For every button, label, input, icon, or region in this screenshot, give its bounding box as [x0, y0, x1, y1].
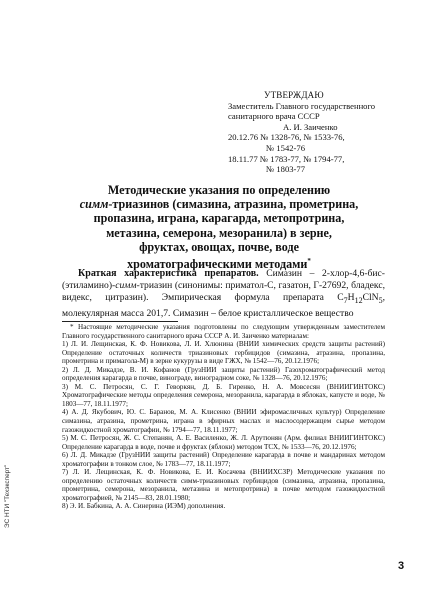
approval-ref-2: [228, 154, 418, 165]
footnote-item-6: 6) Л. Д. Микадзе (ГрузНИИ защиты растений) Определение карагарда в почве и мандаринах методом хроматографии в тонком слое, № 1783—77, 18.11.1977;: [62, 451, 385, 468]
formula-h: H: [347, 292, 355, 304]
footnote-intro: * Настоящие методические указания подготовлены по следующим утвержденным заместителем Главного государственного санитарного врача СССР А. И. Заиченко материалам:: [62, 323, 385, 340]
formula-cln: ClN: [362, 292, 379, 304]
approval-block: [228, 90, 418, 175]
document-title: [60, 183, 378, 271]
approval-heading: УТВЕРЖДАЮ: [264, 90, 324, 100]
footnote-item-3: 3) М. С. Петросян, С. Г. Геворкян, Д. Б. Гиренко, Н. А. Мовсесян (ВНИИГИНТОКС) Хроматографические методы определения семерона, мезоранила, карагарда в яблоках, капусте и воде, № 1803—77, 18.11.1977;: [62, 382, 385, 408]
title-line-4: метазина, семерона, мезоранила) в зерне,: [106, 225, 332, 240]
intro-text-2: -триазин (синонимы: приматол-С, газатон, Г-27692, бладекс, видекс, цитразин). Эмпирическая формула препарата C: [62, 280, 385, 304]
title-line-6-text: хроматографическими методами: [127, 257, 308, 272]
formula-sub-n: 5: [378, 296, 383, 306]
approval-position-line2: санитарного врача СССР: [228, 111, 320, 122]
title-line-5: фруктах, овощах, почве, воде: [139, 239, 299, 254]
approval-date-1: 20.12.76: [228, 132, 259, 143]
approval-numbers-1a: № 1328-76, № 1533-76,: [260, 132, 345, 143]
approval-position-line1: Заместитель Главного государственного: [228, 100, 376, 111]
approval-numbers-2a: № 1783-77, № 1794-77,: [259, 153, 345, 164]
footnote-item-4: 4) А. Д. Якубович, Ю. С. Баранов, М. А. Клисенко (ВНИИ эфиромасличных культур) Определение симазина, атразина, прометрина, играна в эфирных маслах и маслосодержащем сырье методом газожидкостной хроматографии, № 1794—77, 18.11.1977;: [62, 408, 385, 434]
title-footnote-mark: *: [307, 257, 311, 266]
intro-text-1: Симазин – 2-хлор-4,6-бис-(этиламино)-: [62, 268, 385, 292]
footnote-item-2: 2) Л. Д. Микадзе, В. И. Кофанов (ГрузНИИ защиты растений) Газохроматографический метод определения карагарда в почве, винограде, виноградном соке, № 1328—76, 20.12.1976;: [62, 365, 385, 383]
title-line-2: [60, 197, 378, 211]
footnote-item-5: 5) М. С. Петросян, Ж. С. Степанян, А. Е. Василенко, Ж. Л. Арутюнян (Арм. филиал ВНИИГИНТОКС) Определение карагарда в воде, почве и фруктах (яблоки) методом ТСХ, № 1533—76, 20.12.1976;: [62, 434, 385, 451]
footnotes-block: [62, 323, 385, 511]
footnote-divider: [62, 321, 178, 322]
approval-date-2: 18.11.77: [228, 153, 258, 164]
page-number: 3: [398, 560, 405, 572]
intro-lead: Краткая характеристика препаратов.: [78, 268, 259, 279]
title-line-2-rest: -триазинов (симазина, атразина, прометрина,: [108, 197, 359, 212]
intro-text-3: , молекулярная масса 201,7. Симазин – белое кристаллическое вещество: [62, 292, 385, 319]
formula-sub-c: 7: [343, 296, 348, 306]
approval-ref-1: [228, 132, 418, 143]
intro-italic-simm: симм: [115, 280, 137, 292]
title-italic-simm: симм: [79, 197, 109, 212]
approval-numbers-1b: № 1542-76: [266, 142, 305, 153]
footnote-item-1: 1) Л. И. Лещинская, К. Ф. Новикова, Л. И. Хлюнина (ВНИИ химических средств защиты растений) Определение остаточных количеств триазиновых гербицидов (симазина, атразина, пропазина, прометрина и примагола-М) в зерне кукурузы в виде ГЖХ, № 1542—76, 20.12.1976;: [62, 340, 385, 366]
approval-numbers-2b: № 1803-77: [266, 164, 305, 175]
title-line-1: Методические указания по определению: [107, 183, 331, 197]
intro-paragraph: [62, 268, 385, 320]
title-line-3: пропазина, играна, карагарда, метопротрина,: [93, 211, 345, 226]
footnote-item-8: 8) Э. И. Бабкина, А. А. Синерина (ИЭМ) дополнения.: [62, 502, 226, 511]
footnote-item-7: 7) Л. И. Лещинская, К. Ф. Новикова, Е. И. Косачева (ВНИИХСЗР) Методические указания по определению остаточных количеств симм-триазиновых гербицидов (симазина, атразина, пропазина, прометрина, семерона, мезоранила, метазина и метопротрина) в почве методом газожидкостной хроматографией, № 2145—83, 28.01.1980;: [62, 468, 385, 502]
formula-sub-h: 12: [354, 296, 363, 306]
approval-signatory: А. И. Заиченко: [283, 121, 338, 132]
watermark: ЭС НТИ "Техэксперт": [4, 464, 11, 528]
